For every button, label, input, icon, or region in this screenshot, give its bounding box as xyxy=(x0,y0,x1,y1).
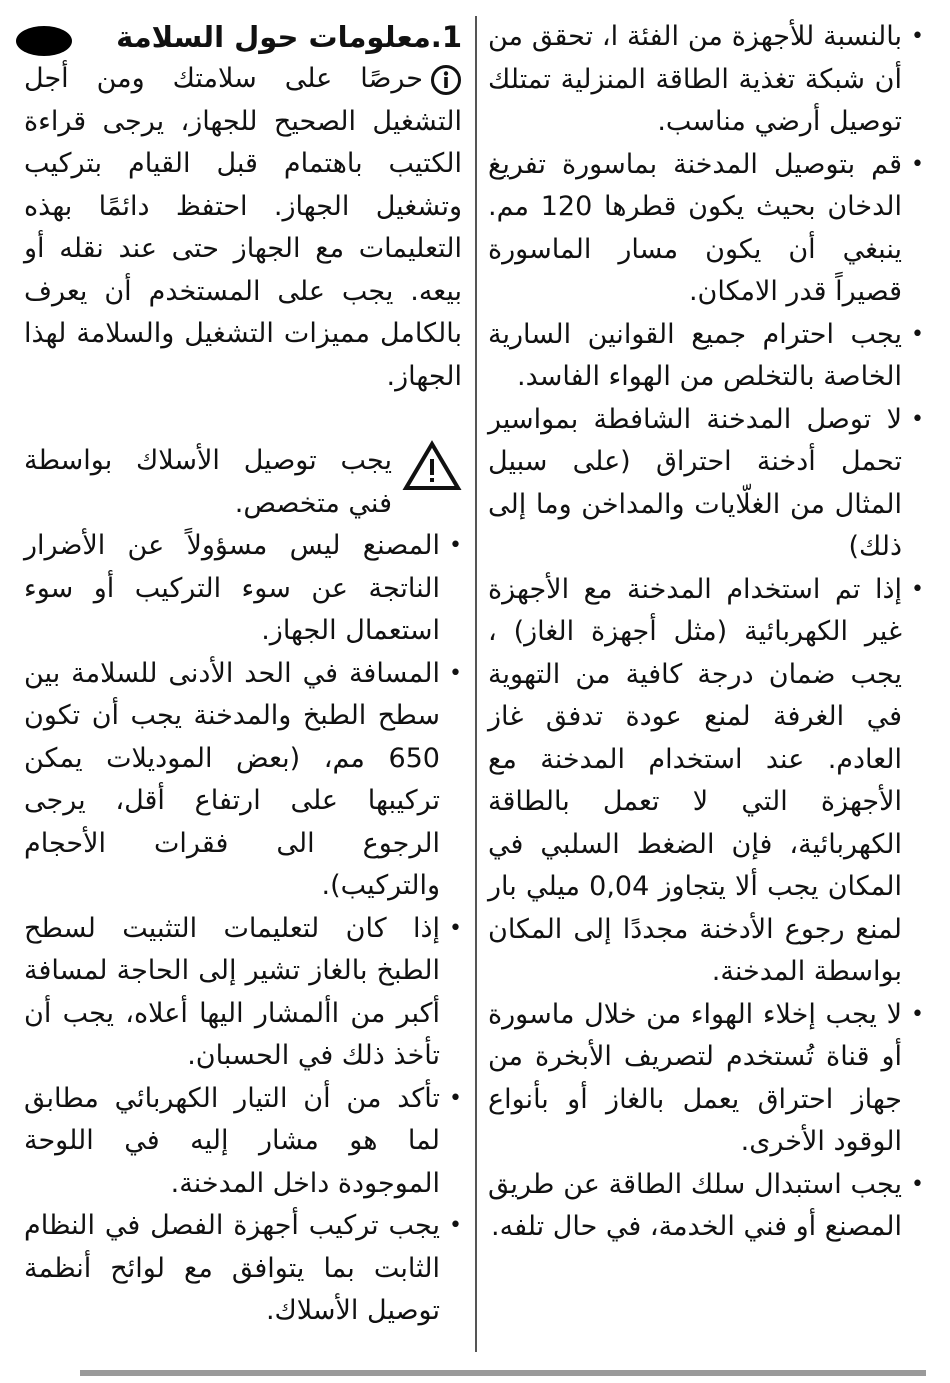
intro-paragraph: حرصًا على سلامتك ومن أجل التشغيل الصحيح للجهاز، يرجى قراءة الكتيب باهتمام قبل القيام بتركيب وتشغيل الجهاز. احتفظ دائمًا بهذه التعليمات مع الجهاز حتى عند نقله أو بيعه. يجب على المستخدم أن يعرف بالكامل مميزات التشغيل والسلامة لهذا الجهاز. xyxy=(24,63,462,392)
list-item-text: إذا تم استخدام المدخنة مع الأجهزة غير الكهربائية (مثل أجهزة الغاز) ، يجب ضمان درجة كافية من التهوية في الغرفة لمنع عودة تدفق غاز العادم. عند استخدام المدخنة مع الأجهزة التي لا تعمل بالطاقة الكهربائية، فإن الضغط السلبي في المكان يجب ألا يتجاوز 0,04 ميلي بار لمنع رجوع الأدخنة مجددًا إلى المكان بواسطة المدخنة. xyxy=(488,573,903,987)
list-item xyxy=(488,399,924,569)
bullet-glyph: • xyxy=(911,321,924,347)
bullet-glyph: • xyxy=(911,576,924,602)
list-item-text: قم بتوصيل المدخنة بماسورة تفريغ الدخان بحيث يكون قطرها 120 مم. ينبغي أن يكون مسار الماسورة قصيراً قدر الامكان. xyxy=(488,148,902,307)
footer-rule xyxy=(80,1370,926,1376)
warning-block xyxy=(24,440,462,525)
list-item-text: بالنسبة للأجهزة من الفئة ا، تحقق من أن شبكة تغذية الطاقة المنزلية تمتلك توصيل أرضي مناسب. xyxy=(488,21,902,137)
list-item xyxy=(488,1164,924,1249)
list-item-text: يجب استبدال سلك الطاقة عن طريق المصنع أو فني الخدمة، في حال تلفه. xyxy=(488,1168,902,1242)
bullet-glyph: • xyxy=(449,533,462,558)
bullet-glyph: • xyxy=(911,151,924,177)
left-column xyxy=(24,16,462,1333)
list-item xyxy=(24,1078,462,1206)
list-item xyxy=(24,525,462,653)
list-item-text: إذا كان لتعليمات التثبيت لسطح الطبخ بالغاز تشير إلى الحاجة لمسافة أكبر من األمشار اليها أعلاه، يجب أن تأخذ ذلك في الحسبان. xyxy=(24,912,440,1071)
list-item xyxy=(488,569,924,994)
intro-paragraph-block xyxy=(24,58,462,398)
bullet-glyph: • xyxy=(449,1213,462,1238)
spacer xyxy=(24,398,462,440)
bullet-glyph: • xyxy=(911,406,924,432)
list-item xyxy=(24,1205,462,1333)
bullet-glyph: • xyxy=(449,915,462,941)
bullet-glyph: • xyxy=(911,1171,924,1197)
list-item-text: المسافة في الحد الأدنى للسلامة بين سطح الطبخ والمدخنة يجب أن تكون 650 مم، (بعض الموديلات يمكن تركيبها على ارتفاع أقل، يرجى الرجوع الى فقرات الأحجام والتركيب). xyxy=(24,657,440,901)
list-item xyxy=(488,16,924,144)
section-number: 1. xyxy=(430,20,462,54)
bullet-glyph: • xyxy=(449,660,462,686)
list-item xyxy=(488,994,924,1164)
list-item-text: لا يجب إخلاء الهواء من خلال ماسورة أو قناة تُستخدم لتصريف الأبخرة من جهاز احتراق يعمل بالغاز أو بأنواع الوقود الأخرى. xyxy=(488,998,902,1157)
section-heading xyxy=(24,16,462,58)
list-item-text: المصنع ليس مسؤولاً عن الأضرار الناتجة عن سوء التركيب أو سوء استعمال الجهاز. xyxy=(24,530,440,646)
column-divider xyxy=(475,16,477,1352)
bullet-glyph: • xyxy=(449,1085,462,1111)
list-item xyxy=(24,653,462,908)
list-item xyxy=(488,144,924,314)
right-column xyxy=(488,16,924,1249)
info-icon xyxy=(430,64,462,96)
warning-text: يجب توصيل الأسلاك بواسطة فني متخصص. xyxy=(24,445,392,519)
list-item xyxy=(24,908,462,1078)
bullet-glyph: • xyxy=(911,24,924,49)
left-bullet-list xyxy=(24,525,462,1333)
list-item-text: يجب احترام جميع القوانين السارية الخاصة بالتخلص من الهواء الفاسد. xyxy=(488,318,902,392)
warning-triangle-icon xyxy=(402,440,462,492)
list-item-text: تأكد من أن التيار الكهربائي مطابق لما هو مشار إليه في اللوحة الموجودة داخل المدخنة. xyxy=(24,1082,440,1199)
list-item xyxy=(488,314,924,399)
section-title: معلومات حول السلامة xyxy=(116,20,431,54)
list-item-text: يجب تركيب أجهزة الفصل في النظام الثابت بما يتوافق مع لوائح أنظمة توصيل الأسلاك. xyxy=(24,1210,440,1326)
bullet-glyph: • xyxy=(911,1001,924,1027)
right-bullet-list xyxy=(488,16,924,1249)
list-item-text: لا توصل المدخنة الشافطة بمواسير تحمل أدخنة احتراق (على سبيل المثال من الغلّايات والمداخن وما إلى ذلك) xyxy=(488,403,902,562)
